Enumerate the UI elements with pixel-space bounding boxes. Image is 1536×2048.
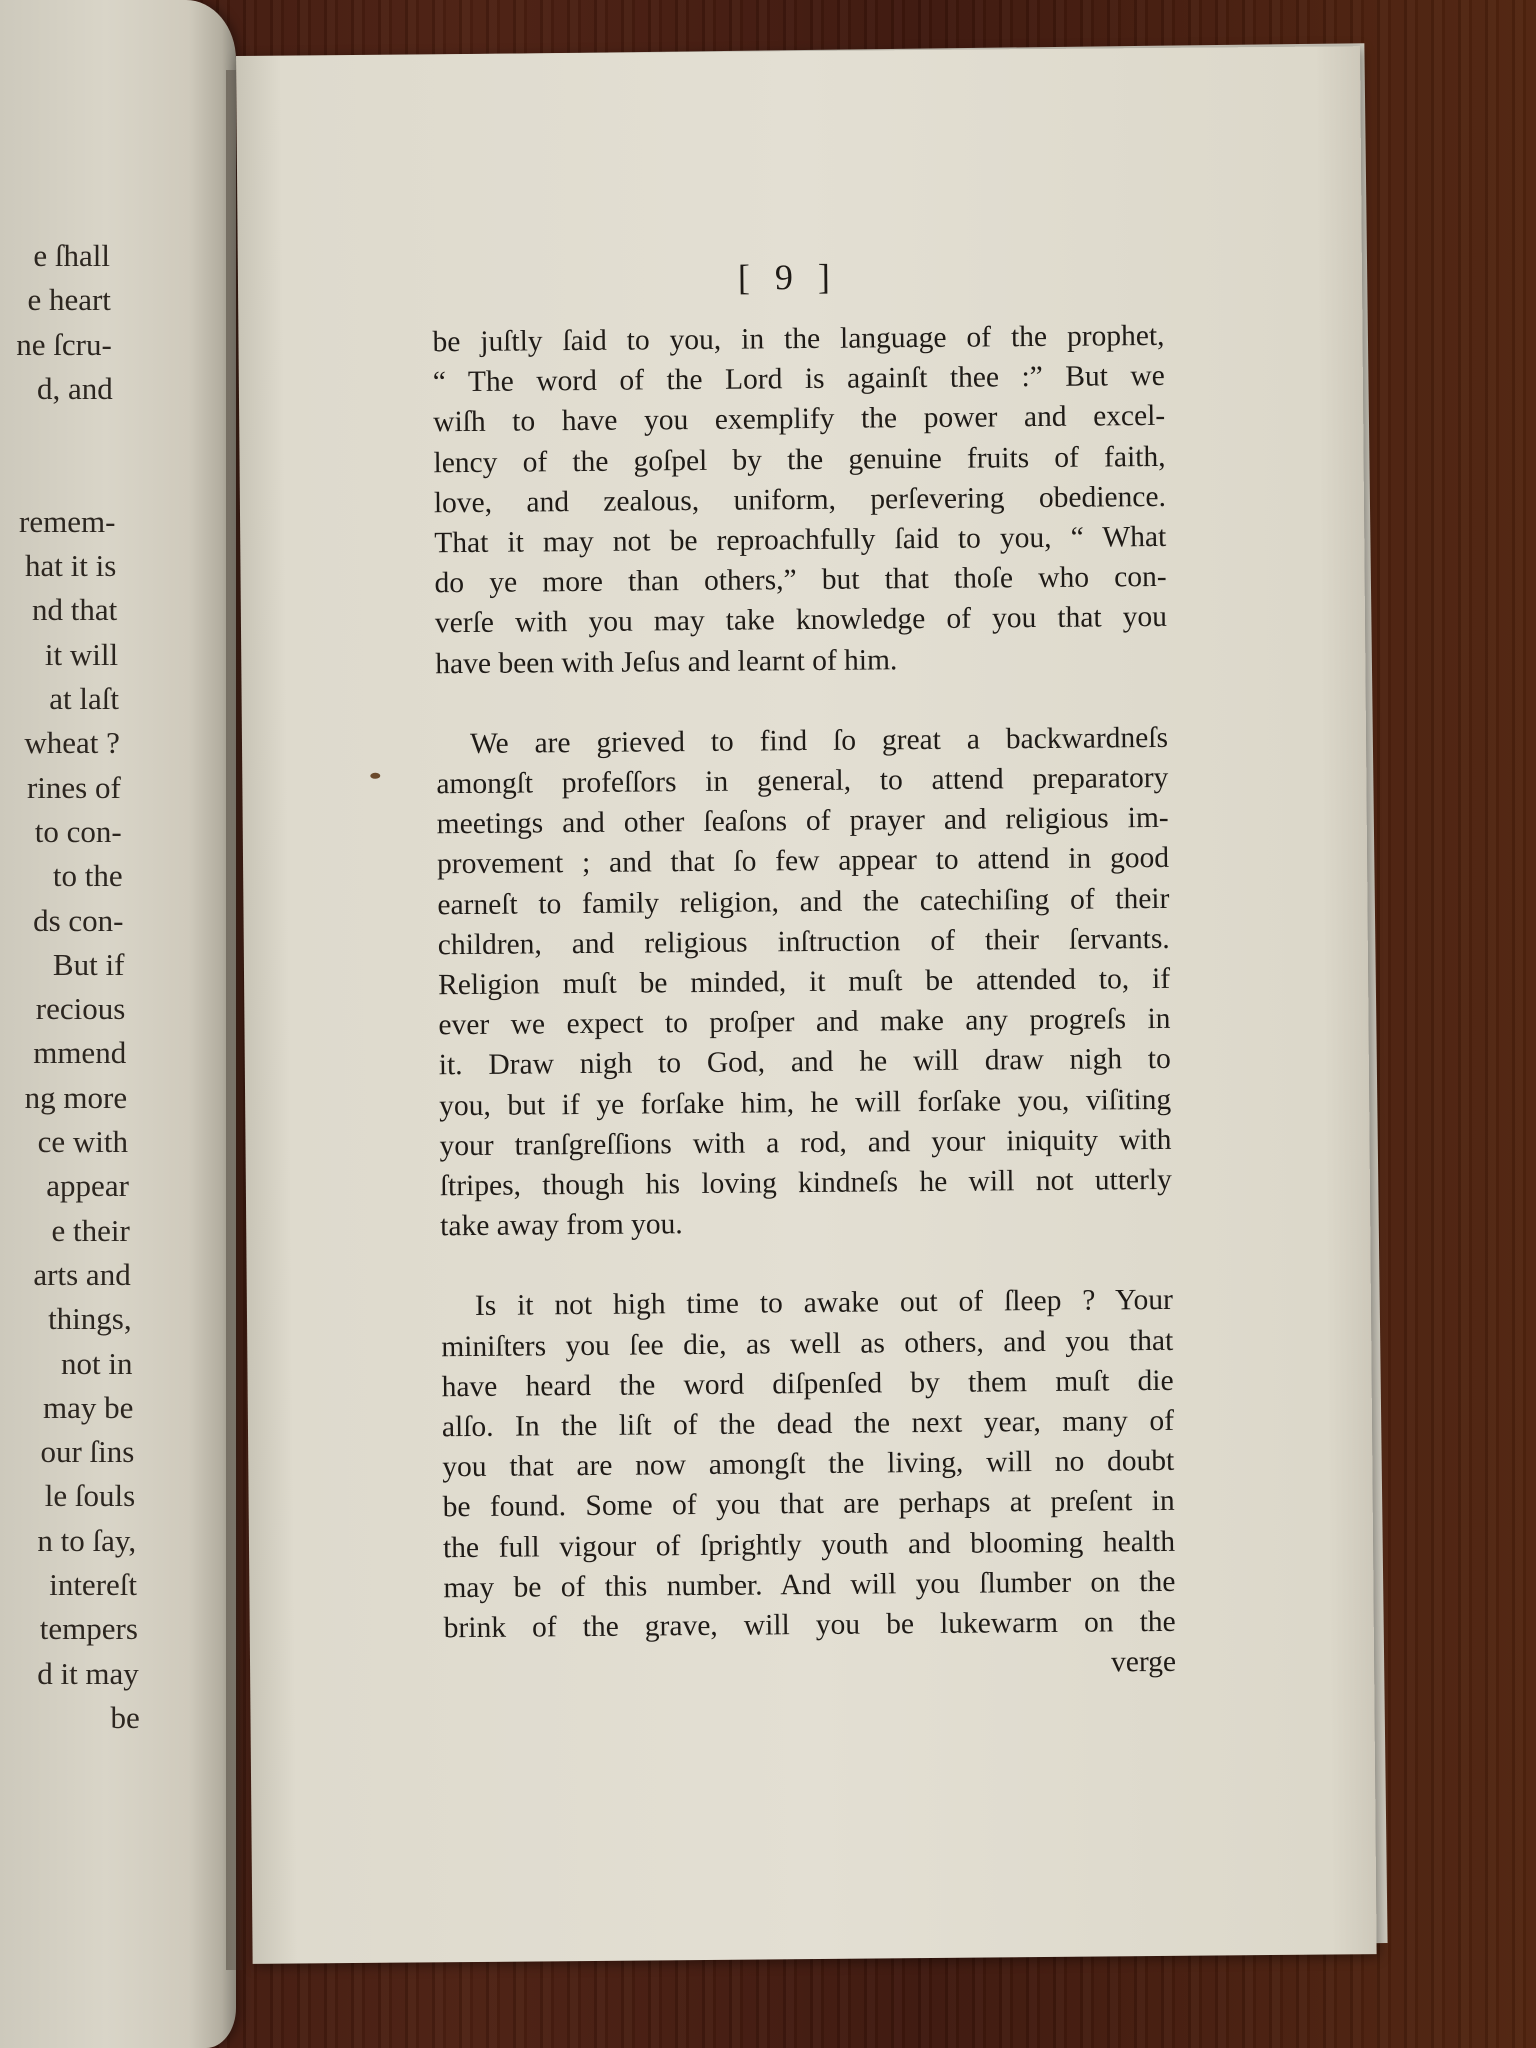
left-page-line: be: [110, 1699, 140, 1735]
text-line: verſe with you may take knowledge of you that you: [434, 601, 1168, 640]
text-line: be found. Some of you that are perhaps at preſent in: [442, 1485, 1175, 1524]
text-line: provement ; and that ſo few appear to attend in good: [436, 842, 1170, 881]
left-page-line: recious: [35, 991, 126, 1027]
paragraph-3: [441, 1280, 1176, 1688]
page-body: [432, 316, 1176, 1689]
text-line: “ The word of the Lord is againſt thee :” But we: [432, 360, 1165, 399]
left-page-line: ne ſcru-: [16, 326, 112, 362]
text-line: brink of the grave, will you be lukewarm on the: [443, 1605, 1176, 1645]
left-page-line: mmend: [33, 1035, 127, 1071]
left-page-line: rines of: [26, 769, 121, 805]
left-page-line: hat it is: [25, 548, 117, 584]
left-page-line: n to ſay,: [37, 1522, 137, 1558]
left-page-line: ng more: [24, 1079, 128, 1115]
paragraph-1: [432, 316, 1167, 684]
text-line: Religion muſt be minded, it muſt be attended to, if: [437, 962, 1171, 1002]
text-line: may be of this number. And will you ſlumber on the: [443, 1565, 1176, 1605]
text-line: miniſters you ſee die, as well as others, and you that: [441, 1324, 1174, 1363]
text-line: wiſh to have you exemplify the power and excel-: [433, 400, 1166, 439]
catchword: verge: [1110, 1646, 1177, 1679]
text-line: amongſt profeſſors in general, to attend preparatory: [436, 761, 1169, 801]
text-line: the full vigour of ſprightly youth and blooming health: [442, 1525, 1176, 1564]
text-line: have heard the word diſpenſed by them muſt die: [441, 1364, 1174, 1404]
left-page: [0, 0, 236, 2048]
text-line: ſtripes, though his loving kindneſs he will not utterly: [439, 1163, 1172, 1203]
left-page-line: e ſhall: [33, 238, 110, 273]
text-line: ever we expect to proſper and make any progreſs in: [438, 1003, 1171, 1042]
left-page-line: remem-: [19, 503, 116, 539]
text-line: earneſt to family religion, and the catechiſing of their: [437, 882, 1170, 921]
left-page-line: to con-: [34, 813, 122, 849]
text-line: alſo. In the liſt of the dead the next year, many of: [441, 1404, 1175, 1444]
text-line: take away from you.: [440, 1208, 683, 1243]
left-page-line: nd that: [31, 592, 118, 628]
text-line: your tranſgreſſions with a rod, and your iniquity with: [439, 1123, 1172, 1163]
text-line: Is it not high time to awake out of ſleep ? Your: [474, 1284, 1174, 1323]
left-page-line: may be: [43, 1389, 134, 1425]
left-page-line: tempers: [39, 1611, 138, 1647]
text-line: That it may not be reproachfully ſaid to you, “ What: [434, 520, 1167, 560]
right-page: [236, 46, 1377, 1964]
text-line: meetings and other ſeaſons of prayer and religious im-: [436, 802, 1169, 841]
left-page-line: e heart: [27, 282, 111, 318]
paragraph-2: [436, 718, 1173, 1247]
text-line: have been with Jeſus and learnt of him.: [435, 643, 898, 680]
text-line: it. Draw nigh to God, and he will draw nigh to: [438, 1043, 1171, 1082]
text-line: love, and zealous, uniform, perſevering obedience.: [433, 480, 1167, 520]
left-page-line: not in: [61, 1345, 133, 1381]
left-page-line: ce with: [37, 1124, 128, 1159]
left-page-line: intereſt: [49, 1567, 137, 1602]
text-line: We are grieved to find ſo great a backwardneſs: [469, 721, 1169, 760]
left-page-line: le ſouls: [44, 1478, 136, 1514]
text-line: do ye more than others,” but that thoſe who con-: [434, 561, 1167, 600]
left-page-line: at laſt: [49, 681, 119, 716]
text-line: lency of the goſpel by the genuine fruits of faith,: [433, 440, 1166, 479]
left-page-line: But if: [52, 946, 125, 982]
left-page-line: appear: [46, 1168, 129, 1204]
text-line: you that are now amongſt the living, will no doubt: [442, 1445, 1175, 1484]
left-page-line: our ſins: [40, 1434, 135, 1470]
left-page-line: e their: [51, 1212, 130, 1248]
left-page-line: d it may: [37, 1655, 139, 1691]
text-line: children, and religious inſtruction of their ſervants.: [437, 922, 1170, 962]
left-page-line: ds con-: [33, 902, 124, 938]
left-page-line: arts and: [33, 1256, 131, 1292]
text-line: be juſtly ſaid to you, in the language of the prophet,: [432, 319, 1165, 359]
left-page-line: wheat ?: [24, 725, 120, 761]
left-page-line: things,: [48, 1301, 132, 1337]
left-page-line: it will: [44, 636, 119, 672]
ink-spot: [370, 773, 380, 779]
left-page-line: d, and: [36, 370, 113, 406]
page-number: [ 9 ]: [737, 256, 839, 298]
text-line: you, but if ye forſake him, he will forſake you, viſiting: [439, 1083, 1172, 1122]
left-page-line: to the: [52, 858, 123, 894]
